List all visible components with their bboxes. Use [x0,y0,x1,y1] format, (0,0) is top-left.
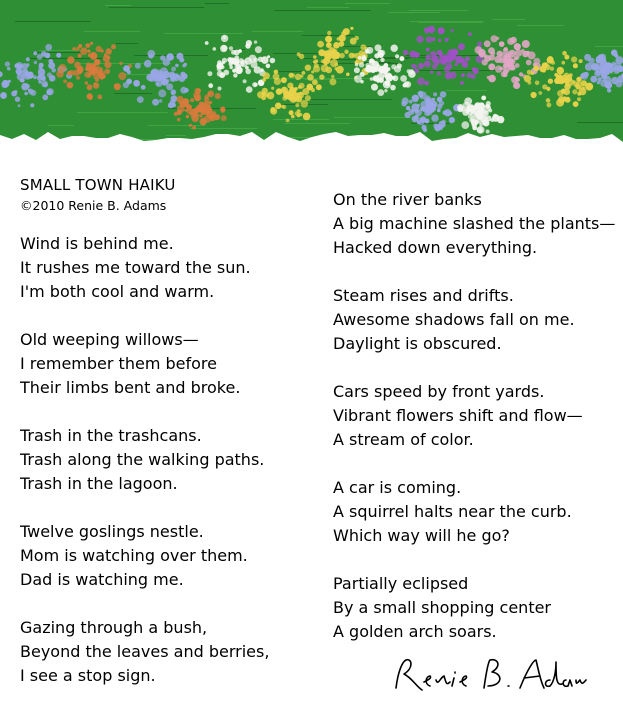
haiku-line: Steam rises and drifts. [333,286,514,305]
haiku-line: A car is coming. [333,478,462,497]
haiku-stanza [333,188,618,260]
haiku-stanza [333,476,618,548]
haiku-line: Cars speed by front yards. [333,382,545,401]
signature [388,652,588,702]
flower-garden-illustration [0,0,623,142]
haiku-line: Old weeping willows— [20,330,199,349]
haiku-line: On the river banks [333,190,482,209]
copyright-notice: ©2010 Renie B. Adams [20,198,167,213]
signature-handwriting [388,652,588,702]
haiku-line: I see a stop sign. [20,666,156,685]
haiku-line: I remember them before [20,354,217,373]
haiku-line: By a small shopping center [333,598,552,617]
haiku-line: Mom is watching over them. [20,546,248,565]
haiku-stanza [20,616,320,688]
haiku-stanza [20,424,320,496]
haiku-line: A stream of color. [333,430,474,449]
haiku-line: Hacked down everything. [333,238,538,257]
haiku-line: A golden arch soars. [333,622,497,641]
haiku-line: Awesome shadows fall on me. [333,310,575,329]
haiku-line: A big machine slashed the plants— [333,214,616,233]
haiku-line: Gazing through a bush, [20,618,208,637]
haiku-line: Trash in the lagoon. [20,474,178,493]
poem-title: SMALL TOWN HAIKU [20,176,176,194]
haiku-line: A squirrel halts near the curb. [333,502,572,521]
haiku-line: Their limbs bent and broke. [20,378,241,397]
left-column [20,174,320,712]
haiku-line: Wind is behind me. [20,234,174,253]
haiku-line: Partially eclipsed [333,574,469,593]
haiku-stanza [333,572,618,644]
haiku-stanza [20,328,320,400]
haiku-line: I'm both cool and warm. [20,282,215,301]
right-stanzas [333,188,618,644]
haiku-stanza [333,380,618,452]
haiku-line: Daylight is obscured. [333,334,502,353]
haiku-stanza [20,520,320,592]
haiku-line: Which way will he go? [333,526,510,545]
haiku-line: Dad is watching me. [20,570,184,589]
haiku-line: Twelve goslings nestle. [20,522,204,541]
haiku-line: It rushes me toward the sun. [20,258,251,277]
flower-banner [0,0,623,142]
haiku-line: Beyond the leaves and berries, [20,642,270,661]
left-stanzas [20,232,320,688]
right-column [333,188,618,668]
haiku-line: Trash along the walking paths. [20,450,265,469]
haiku-line: Trash in the trashcans. [20,426,202,445]
haiku-stanza [333,284,618,356]
haiku-stanza [20,232,320,304]
haiku-line: Vibrant flowers shift and flow— [333,406,583,425]
